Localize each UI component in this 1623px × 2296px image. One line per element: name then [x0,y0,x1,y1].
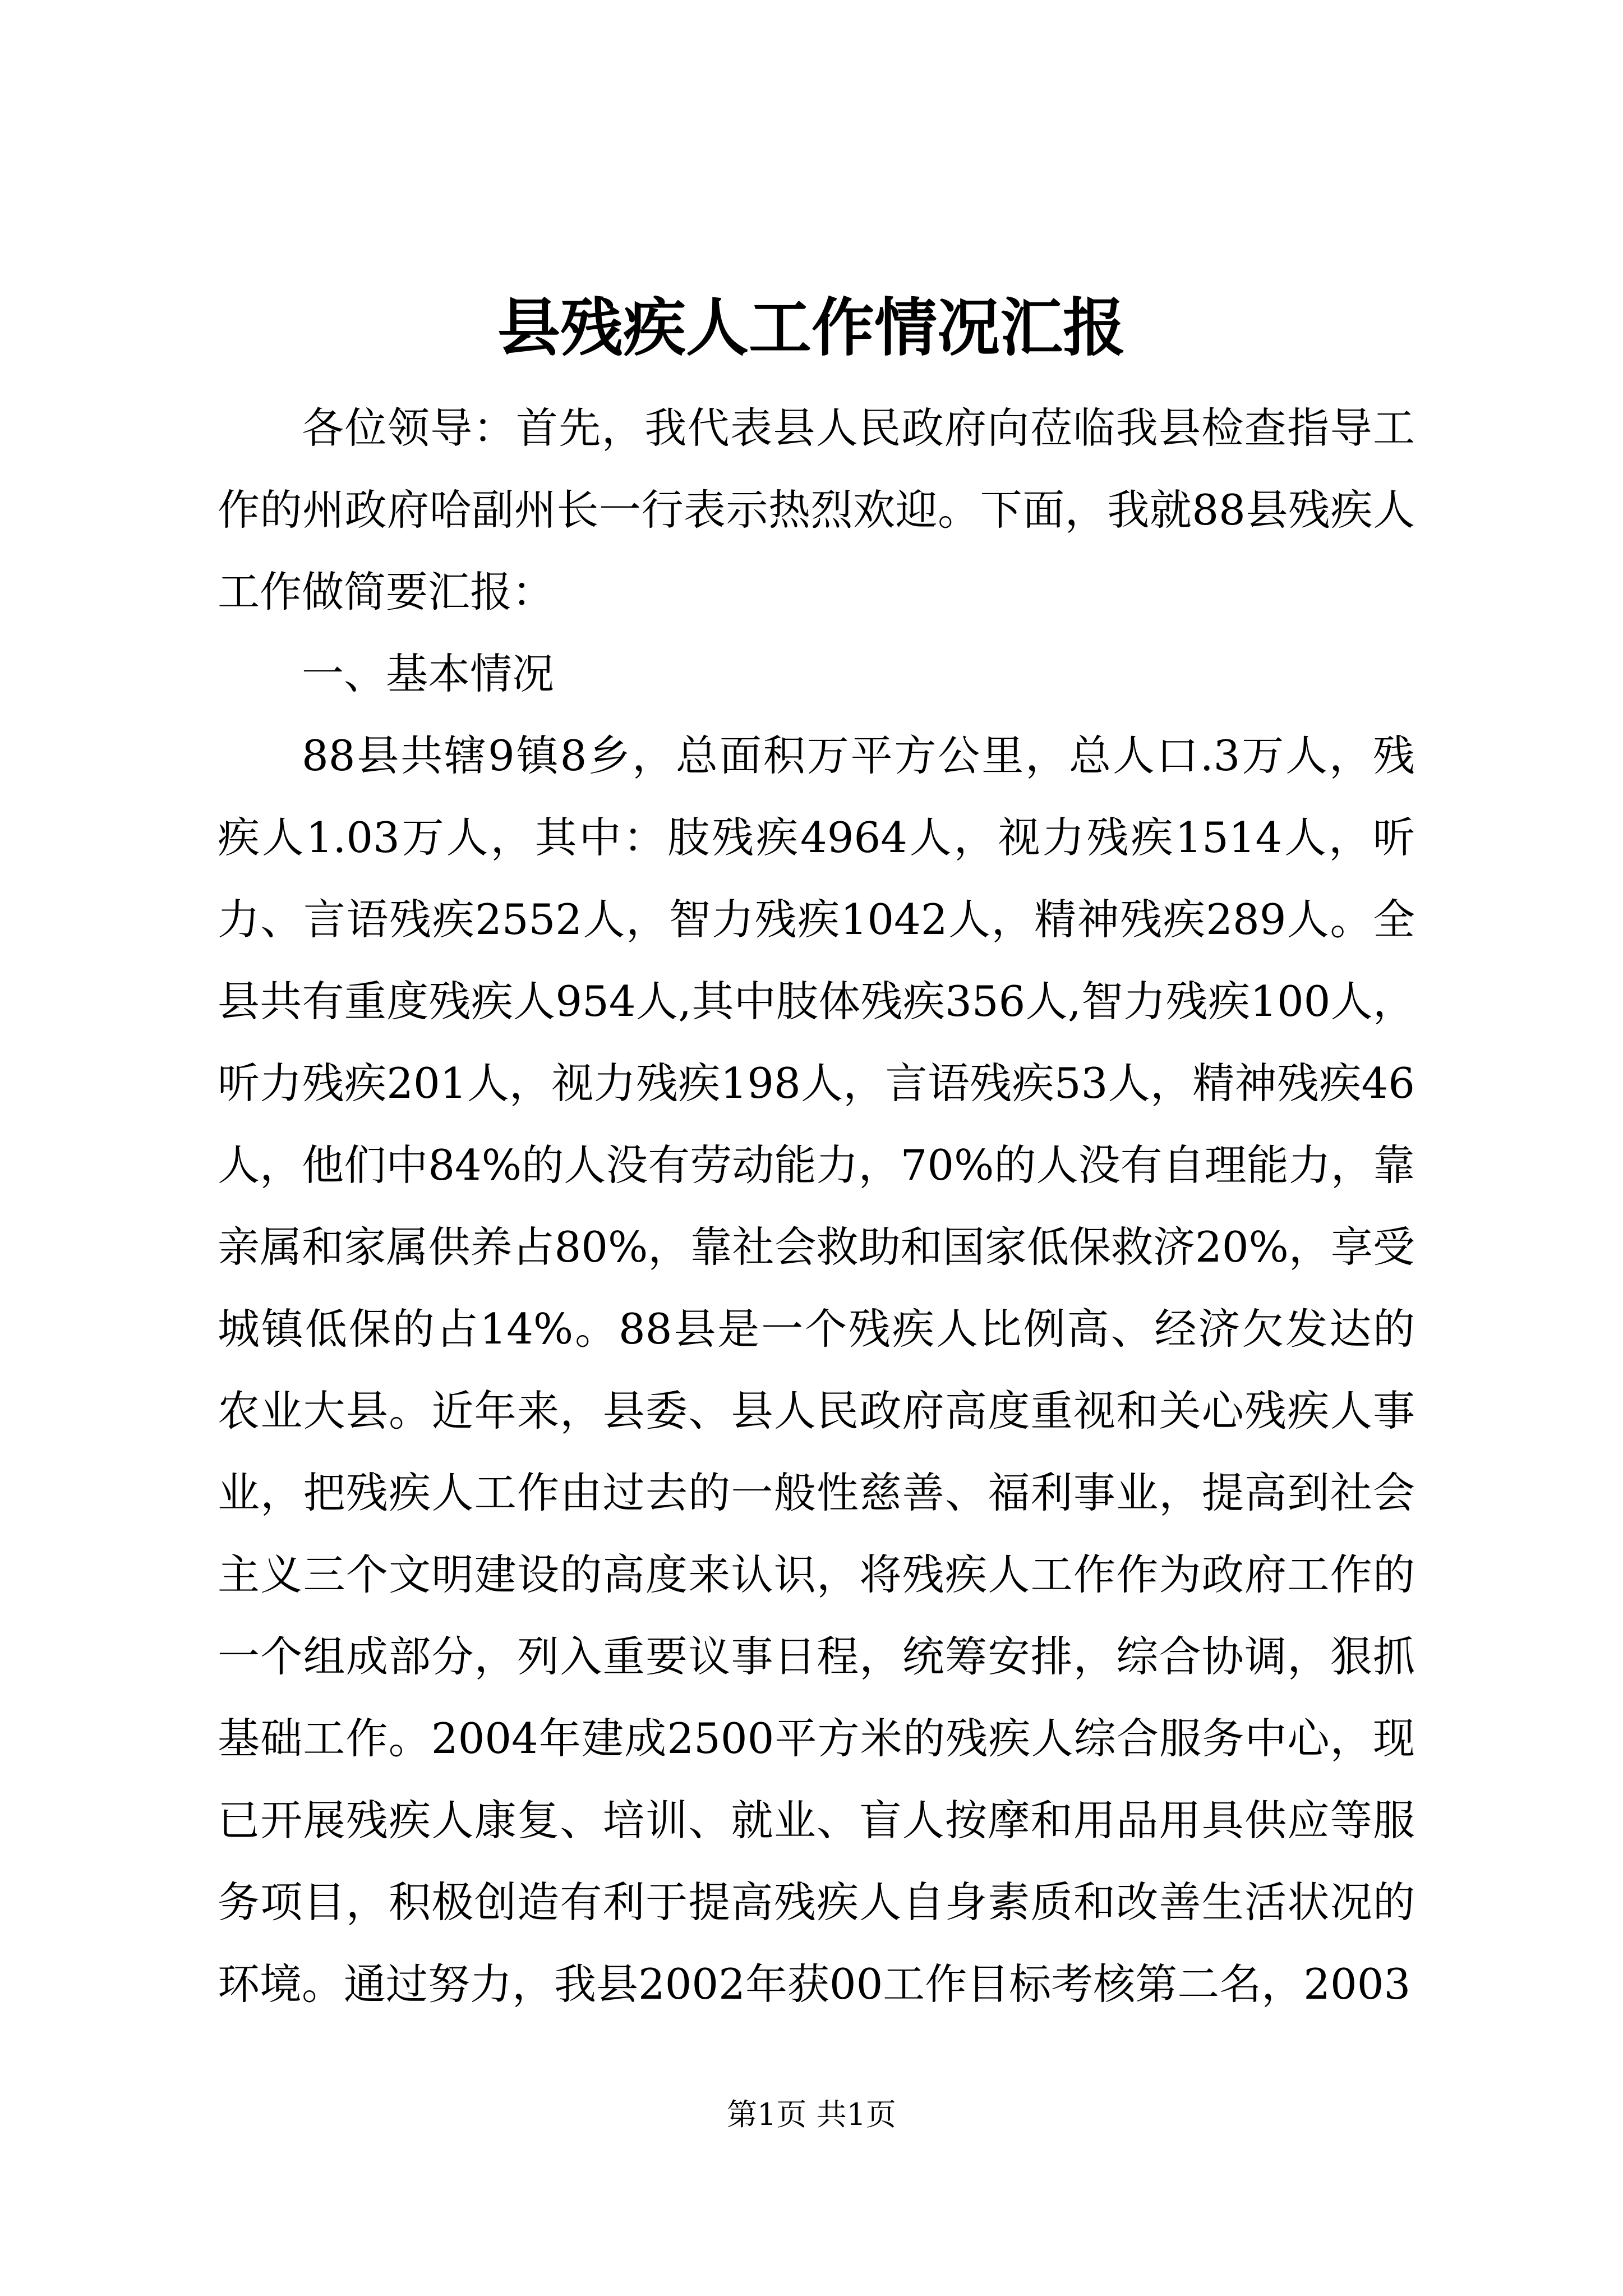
paragraph-section-heading: 一、基本情况 [302,649,555,698]
document-title: 县残疾人工作情况汇报 [497,291,1126,365]
paragraph-basic-situation: 88县共辖9镇8乡，总面积万平方公里，总人口.3万人，残疾人1.03万人，其中：肢残疾4964人，视力残疾1514人，听力、言语残疾2552人，智力残疾1042人，精神残疾289人。全县共有重度残疾人954人,其中肢体残疾356人,智力残疾100人，听力残疾201人，视力残疾198人，言语残疾53人，精神残疾46人，他们中84%的人没有劳动能力，70%的人没有自理能力，靠亲属和家属供养占80%，靠社会救助和国家低保救济20%，享受城镇低保的占14%。88县是一个残疾人比例高、经济欠发达的农业大县。近年来，县委、县人民政府高度重视和关心残疾人事业，把残疾人工作由过去的一般性慈善、福利事业，提高到社会主义三个文明建设的高度来认识，将残疾人工作作为政府工作的一个组成部分，列入重要议事日程，统筹安排，综合协调，狠抓基础工作。2004年建成2500平方米的残疾人综合服务中心，现已开展残疾人康复、培训、就业、盲人按摩和用品用具供应等服务项目，积极创造有利于提高残疾人自身素质和改善生活状况的环境。通过努力，我县2002年获00工作目标考核第二名，2003 [218,731,1415,2009]
paragraph-greeting: 各位领导：首先，我代表县人民政府向莅临我县检查指导工作的州政府哈副州长一行表示热烈欢迎。下面，我就88县残疾人工作做简要汇报： [218,403,1415,616]
document-body [218,387,1415,2025]
page-footer: 第1页 共1页 [727,2097,896,2132]
